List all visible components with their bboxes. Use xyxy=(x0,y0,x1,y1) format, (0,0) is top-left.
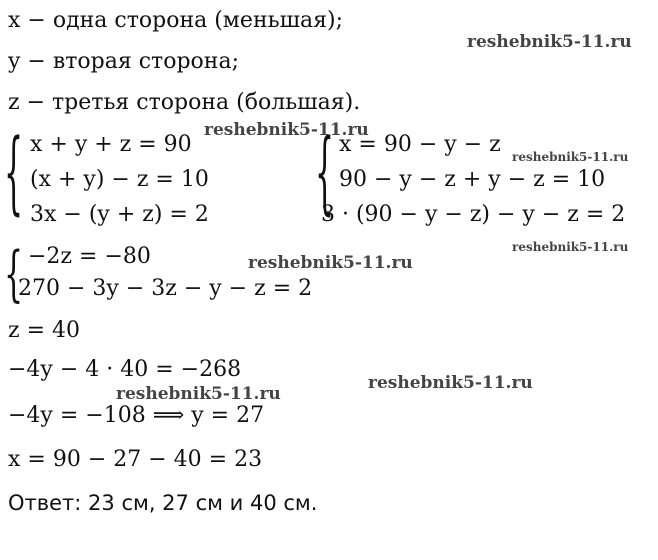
system2-eq3: 3 · (90 − y − z) − y − z = 2 xyxy=(321,202,626,227)
definition-y: y − вторая сторона; xyxy=(8,49,239,74)
system1-eq3: 3x − (y + z) = 2 xyxy=(30,202,209,227)
system3-eq2: 270 − 3y − 3z − y − z = 2 xyxy=(18,276,313,301)
system2-eq2: 90 − y − z + y − z = 10 xyxy=(339,167,606,192)
step-x: x = 90 − 27 − 40 = 23 xyxy=(8,447,263,472)
watermark: reshebnik5-11.ru xyxy=(467,32,632,52)
watermark: reshebnik5-11.ru xyxy=(368,373,533,393)
watermark: reshebnik5-11.ru xyxy=(512,240,629,254)
system2-brace: { xyxy=(315,122,335,227)
definition-z: z − третья сторона (большая). xyxy=(8,90,361,115)
system2-eq1: x = 90 − y − z xyxy=(339,132,501,157)
system1-brace: { xyxy=(4,122,24,227)
step-z: z = 40 xyxy=(8,318,81,343)
step-equation: −4y − 4 · 40 = −268 xyxy=(8,357,242,382)
watermark: reshebnik5-11.ru xyxy=(512,150,629,164)
watermark: reshebnik5-11.ru xyxy=(204,120,369,140)
answer-text: Ответ: 23 см, 27 см и 40 см. xyxy=(8,491,318,515)
watermark: reshebnik5-11.ru xyxy=(116,384,281,404)
system1-eq1: x + y + z = 90 xyxy=(30,132,192,157)
watermark: reshebnik5-11.ru xyxy=(248,253,413,273)
step-y: −4y = −108 ⟹ y = 27 xyxy=(8,403,265,428)
system3-eq1: −2z = −80 xyxy=(28,244,151,269)
definition-x: x − одна сторона (меньшая); xyxy=(8,8,344,33)
system1-eq2: (x + y) − z = 10 xyxy=(30,167,209,192)
system3-brace: { xyxy=(4,240,24,310)
